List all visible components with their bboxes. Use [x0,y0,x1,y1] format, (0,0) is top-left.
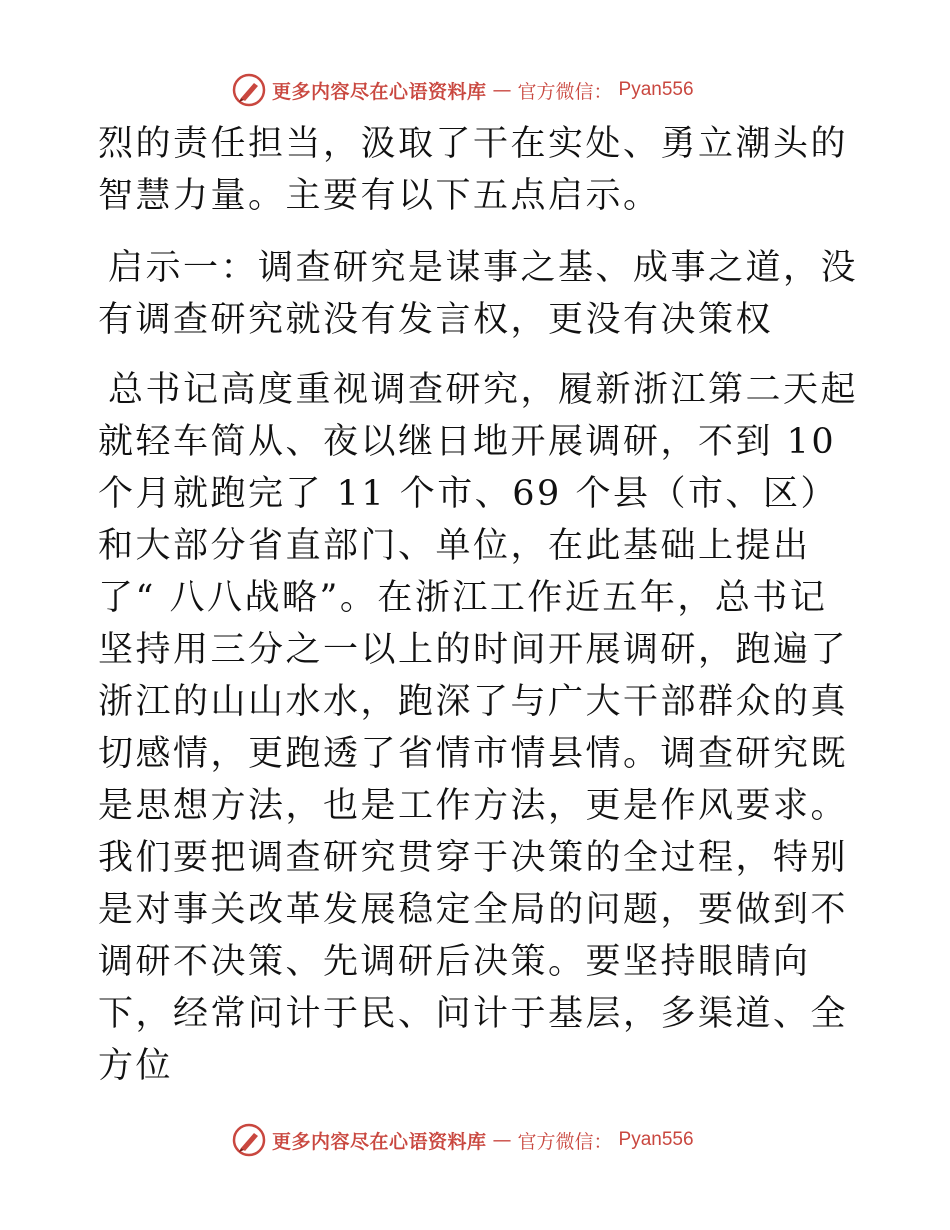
watermark-dash: — [492,1129,512,1151]
watermark-brand: 更多内容尽在心语资料库 [272,80,487,103]
header-watermark [232,72,694,108]
watermark-wechat-id: Pyan556 [618,1129,694,1150]
section-heading: 启示一：调查研究是谋事之基、成事之道，没有调查研究就没有发言权，更没有决策权 [98,248,859,340]
watermark-wechat-label: 官方微信： [517,80,613,103]
document-body [98,118,858,1092]
watermark-brand: 更多内容尽在心语资料库 [272,1130,487,1153]
watermark-wechat-label: 官方微信： [517,1130,613,1153]
paragraph-intro: 烈的责任担当，汲取了干在实处、勇立潮头的智慧力量。主要有以下五点启示。 [98,124,849,216]
watermark-wechat-id: Pyan556 [618,79,694,100]
footer-watermark [232,1122,694,1158]
paragraph-body: 总书记高度重视调查研究，履新浙江第二天起就轻车简从、夜以继日地开展调研，不到 10个月就跑完了 11 个市、69 个县（市、区）和大部分省直部门、单位，在此基础上提出了“ 八八战略”。在浙江工作近五年，总书记坚持用三分之一以上的时间开展调研，跑遍了浙江的山山水水，跑深了与广大干部群众的真切感情，更跑透了省情市情县情。调查研究既是思想方法，也是工作方法，更是作风要求。我们要把调查研究贯穿于决策的全过程，特别是对事关改革发展稳定全局的问题，要做到不调研不决策、先调研后决策。要坚持眼睛向下，经常问计于民、问计于基层，多渠道、全方位 [98,370,859,1086]
pen-logo-icon [232,73,266,107]
watermark-dash: — [492,79,512,101]
pen-logo-icon [232,1123,266,1157]
